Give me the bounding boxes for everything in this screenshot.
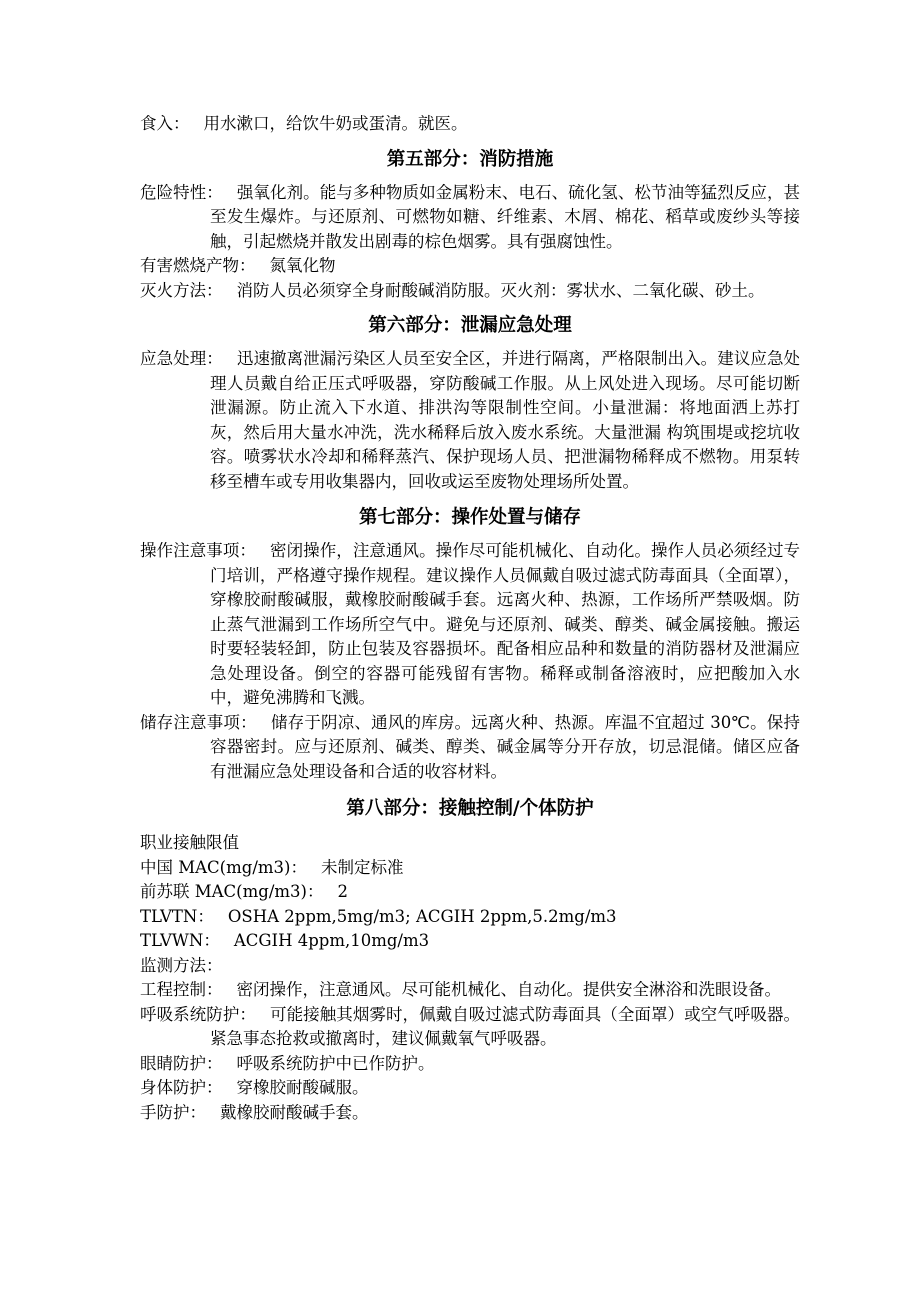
china-mac-entry: [140, 856, 800, 881]
entry-text: 迅速撤离泄漏污染区人员至安全区，并进行隔离，严格限制出入。建议应急处理人员戴自给正压式呼吸器，穿防酸碱工作服。从上风处进入现场。尽可能切断泄漏源。防止流入下水道、排洪沟等限制性空间。小量泄漏：将地面洒上苏打灰，然后用大量水冲洗，洗水稀释后放入废水系统。大量泄漏 构筑围堤或挖坑收容。喷雾状水冷却和稀释蒸汽、保护现场人员、把泄漏物稀释成不燃物。用泵转移至槽车或专用收集器内，回收或运至废物处理场所处置。: [210, 349, 801, 491]
monitoring-entry: [140, 954, 800, 979]
entry-text: 用水漱口，给饮牛奶或蛋清。就医。: [203, 114, 468, 133]
exposure-limits-heading: 职业接触限值: [140, 833, 239, 852]
hand-protection-entry: [140, 1101, 800, 1126]
entry-label: 危险特性：: [140, 182, 223, 202]
entry-label: 工程控制：: [140, 980, 223, 999]
entry-text: 密闭操作，注意通风。操作尽可能机械化、自动化。操作人员必须经过专门培训，严格遵守操作规程。建议操作人员佩戴自吸过滤式防毒面具（全面罩），穿橡胶耐酸碱服，戴橡胶耐酸碱手套。远离火种、热源，工作场所严禁吸烟。防止蒸气泄漏到工作场所空气中。避免与还原剂、碱类、醇类、碱金属接触。搬运时要轻装轻卸，防止包装及容器损坏。配备相应品种和数量的消防器材及泄漏应急处理设备。倒空的容器可能残留有害物。稀释或制备溶液时，应把酸加入水中，避免沸腾和飞溅。: [210, 541, 801, 707]
tlvwn-entry: [140, 929, 800, 954]
entry-label: 眼睛防护：: [140, 1053, 223, 1073]
tlvtn-entry: [140, 905, 800, 930]
entry-label: TLVTN：: [140, 906, 214, 926]
section-5-title: 第五部分：消防措施: [386, 148, 554, 170]
fire-method-entry: [140, 279, 800, 304]
entry-label: 应急处理：: [140, 349, 223, 368]
entry-text: 储存于阴凉、通风的库房。远离火种、热源。库温不宜超过 30℃。保持容器密封。应与还原剂、碱类、醇类、碱金属等分开存放，切忌混储。储区应备有泄漏应急处理设备和合适的收容材料。: [210, 712, 800, 781]
entry-text: 呼吸系统防护中已作防护。: [236, 1053, 435, 1073]
ussr-mac-entry: [140, 880, 800, 905]
entry-label: 呼吸系统防护：: [140, 1004, 256, 1024]
section-6-title: 第六部分：泄漏应急处理: [368, 315, 572, 336]
entry-label: 灭火方法：: [140, 280, 223, 300]
document-page: [140, 112, 800, 1125]
eye-protection-entry: [140, 1052, 800, 1077]
entry-label: 食入：: [140, 114, 190, 133]
entry-text: 消防人员必须穿全身耐酸碱消防服。灭火剂：雾状水、二氧化碳、砂土。: [236, 280, 765, 300]
entry-text: 密闭操作，注意通风。尽可能机械化、自动化。提供安全淋浴和洗眼设备。: [236, 980, 781, 999]
entry-label: 监测方法：: [140, 955, 223, 975]
entry-text: 可能接触其烟雾时，佩戴自吸过滤式防毒面具（全面罩）或空气呼吸器。紧急事态抢救或撤离时，建议佩戴氧气呼吸器。: [210, 1004, 801, 1048]
entry-text: 穿橡胶耐酸碱服。: [236, 1078, 369, 1097]
body-protection-entry: [140, 1076, 800, 1101]
entry-label: 中国 MAC(mg/m3)：: [140, 857, 307, 877]
entry-text: 2: [337, 882, 348, 901]
entry-label: TLVWN：: [140, 931, 220, 950]
entry-label: 有害燃烧产物：: [140, 256, 256, 275]
entry-text: ACGIH 4ppm,10mg/m3: [233, 931, 430, 950]
entry-label: 操作注意事项：: [140, 541, 256, 560]
intake-entry: [140, 112, 800, 137]
entry-text: 戴橡胶耐酸碱手套。: [220, 1102, 369, 1122]
hazard-entry: [140, 181, 800, 255]
engineering-control-entry: [140, 978, 800, 1003]
operation-entry: [140, 539, 800, 711]
entry-label: 身体防护：: [140, 1078, 223, 1097]
entry-text: 未制定标准: [320, 857, 404, 877]
entry-label: 前苏联 MAC(mg/m3)：: [140, 882, 324, 901]
section-7-title: 第七部分：操作处置与储存: [358, 507, 581, 528]
respiratory-protection-entry: [140, 1003, 800, 1052]
entry-text: 氮氧化物: [269, 256, 336, 275]
entry-label: 储存注意事项：: [140, 712, 257, 732]
combustion-products-entry: [140, 254, 800, 279]
entry-text: 强氧化剂。能与多种物质如金属粉末、电石、硫化氢、松节油等猛烈反应，甚至发生爆炸。与还原剂、可燃物如糖、纤维素、木屑、棉花、稻草或废纱头等接触，引起燃烧并散发出剧毒的棕色烟雾。具有强腐蚀性。: [210, 182, 801, 251]
entry-label: 手防护：: [140, 1102, 206, 1122]
entry-text: OSHA 2ppm,5mg/m3; ACGIH 2ppm,5.2mg/m3: [227, 906, 617, 926]
section-8-title: 第八部分：接触控制/个体防护: [346, 798, 594, 819]
emergency-entry: [140, 347, 800, 494]
storage-entry: [140, 711, 800, 785]
